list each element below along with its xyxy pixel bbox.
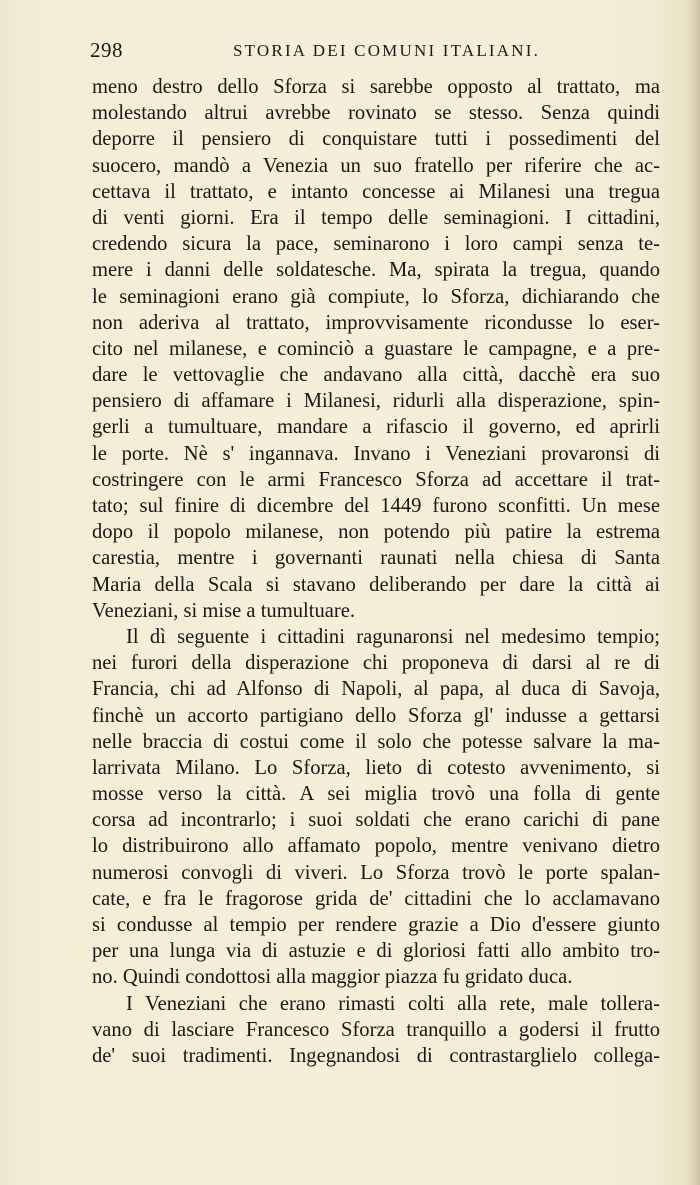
- text-line: de' suoi tradimenti. Ingegnandosi di contrastarglielo collega-: [92, 1044, 660, 1067]
- text-line: dare le vettovaglie che andavano alla città, dacchè era suo: [92, 364, 660, 387]
- paragraph-end-line: Veneziani, si mise a tumultuare.: [92, 599, 356, 622]
- text-line: deporre il pensiero di conquistare tutti i possedimenti del: [92, 128, 660, 151]
- text-line: le seminagioni erano già compiute, lo Sforza, dichiarando che: [92, 285, 660, 308]
- text-line: nelle braccia di costui come il solo che potesse salvare la ma-: [92, 730, 660, 753]
- text-line: tato; sul finire di dicembre del 1449 furono sconfitti. Un mese: [92, 495, 660, 517]
- paragraph-start-line: Il dì seguente i cittadini ragunaronsi nel medesimo tempio;: [126, 625, 660, 648]
- page-edge-shadow: [686, 0, 700, 1185]
- text-line: gerli a tumultuare, mandare a rifascio il governo, ed aprirli: [92, 416, 660, 439]
- text-line: larrivata Milano. Lo Sforza, lieto di cotesto avvenimento, si: [92, 756, 660, 779]
- text-line: cettava il trattato, e intanto concesse ai Milanesi una tregua: [92, 180, 660, 203]
- paragraph-start-line: I Veneziani che erano rimasti colti alla rete, male tollera-: [126, 992, 660, 1015]
- text-line: non aderiva al trattato, improvvisamente ricondusse lo eser-: [92, 311, 660, 334]
- text-line: dopo il popolo milanese, non potendo più patire la estrema: [92, 521, 660, 544]
- text-line: nei furori della disperazione chi proponeva di darsi al re di: [92, 652, 660, 675]
- text-line: meno destro dello Sforza si sarebbe opposto al trattato, ma: [92, 76, 660, 98]
- text-line: si condusse al tempio per rendere grazie a Dio d'essere giunto: [92, 914, 660, 936]
- text-line: Maria della Scala si stavano deliberando per dare la città ai: [92, 573, 660, 596]
- text-line: cate, e fra le fragorose grida de' cittadini che lo acclamavano: [92, 887, 660, 910]
- text-line: finchè un accorto partigiano dello Sforza gl' indusse a gettarsi: [92, 704, 660, 727]
- text-line: numerosi convogli di viveri. Lo Sforza trovò le porte spalan-: [92, 861, 660, 884]
- text-line: corsa ad incontrarlo; i suoi soldati che erano carichi di pane: [92, 809, 660, 832]
- text-line: cito nel milanese, e cominciò a guastare le campagne, e a pre-: [92, 337, 660, 360]
- text-line: suocero, mandò a Venezia un suo fratello per riferire che ac-: [92, 154, 660, 177]
- text-line: costringere con le armi Francesco Sforza ad accettare il trat-: [92, 468, 660, 491]
- body-text: [92, 74, 660, 1069]
- text-line: lo distribuirono allo affamato popolo, mentre venivano dietro: [92, 835, 660, 858]
- page-number: 298: [90, 38, 123, 62]
- text-line: di venti giorni. Era il tempo delle seminagioni. I cittadini,: [92, 206, 660, 229]
- text-line: vano di lasciare Francesco Sforza tranquillo a godersi il frutto: [92, 1018, 660, 1041]
- text-line: mere i danni delle soldatesche. Ma, spirata la tregua, quando: [92, 259, 660, 282]
- text-line: credendo sicura la pace, seminarono i loro campi senza te-: [92, 233, 660, 256]
- text-line: le porte. Nè s' ingannava. Invano i Veneziani provaronsi di: [92, 442, 660, 465]
- text-line: molestando altrui avrebbe rovinato se stesso. Senza quindi: [92, 102, 660, 125]
- text-line: pensiero di affamare i Milanesi, ridurli alla disperazione, spin-: [92, 390, 660, 413]
- running-header: [90, 38, 664, 68]
- text-line: Francia, chi ad Alfonso di Napoli, al papa, al duca di Savoja,: [92, 678, 660, 701]
- text-line: per una lunga via di astuzie e di gloriosi fatti allo ambito tro-: [92, 940, 660, 963]
- text-line: carestia, mentre i governanti raunati nella chiesa di Santa: [92, 547, 660, 570]
- running-title: STORIA DEI COMUNI ITALIANI.: [233, 41, 541, 60]
- text-line: mosse verso la città. A sei miglia trovò una folla di gente: [92, 783, 660, 806]
- paragraph-end-line: no. Quindi condottosi alla maggior piazza fu gridato duca.: [92, 966, 573, 989]
